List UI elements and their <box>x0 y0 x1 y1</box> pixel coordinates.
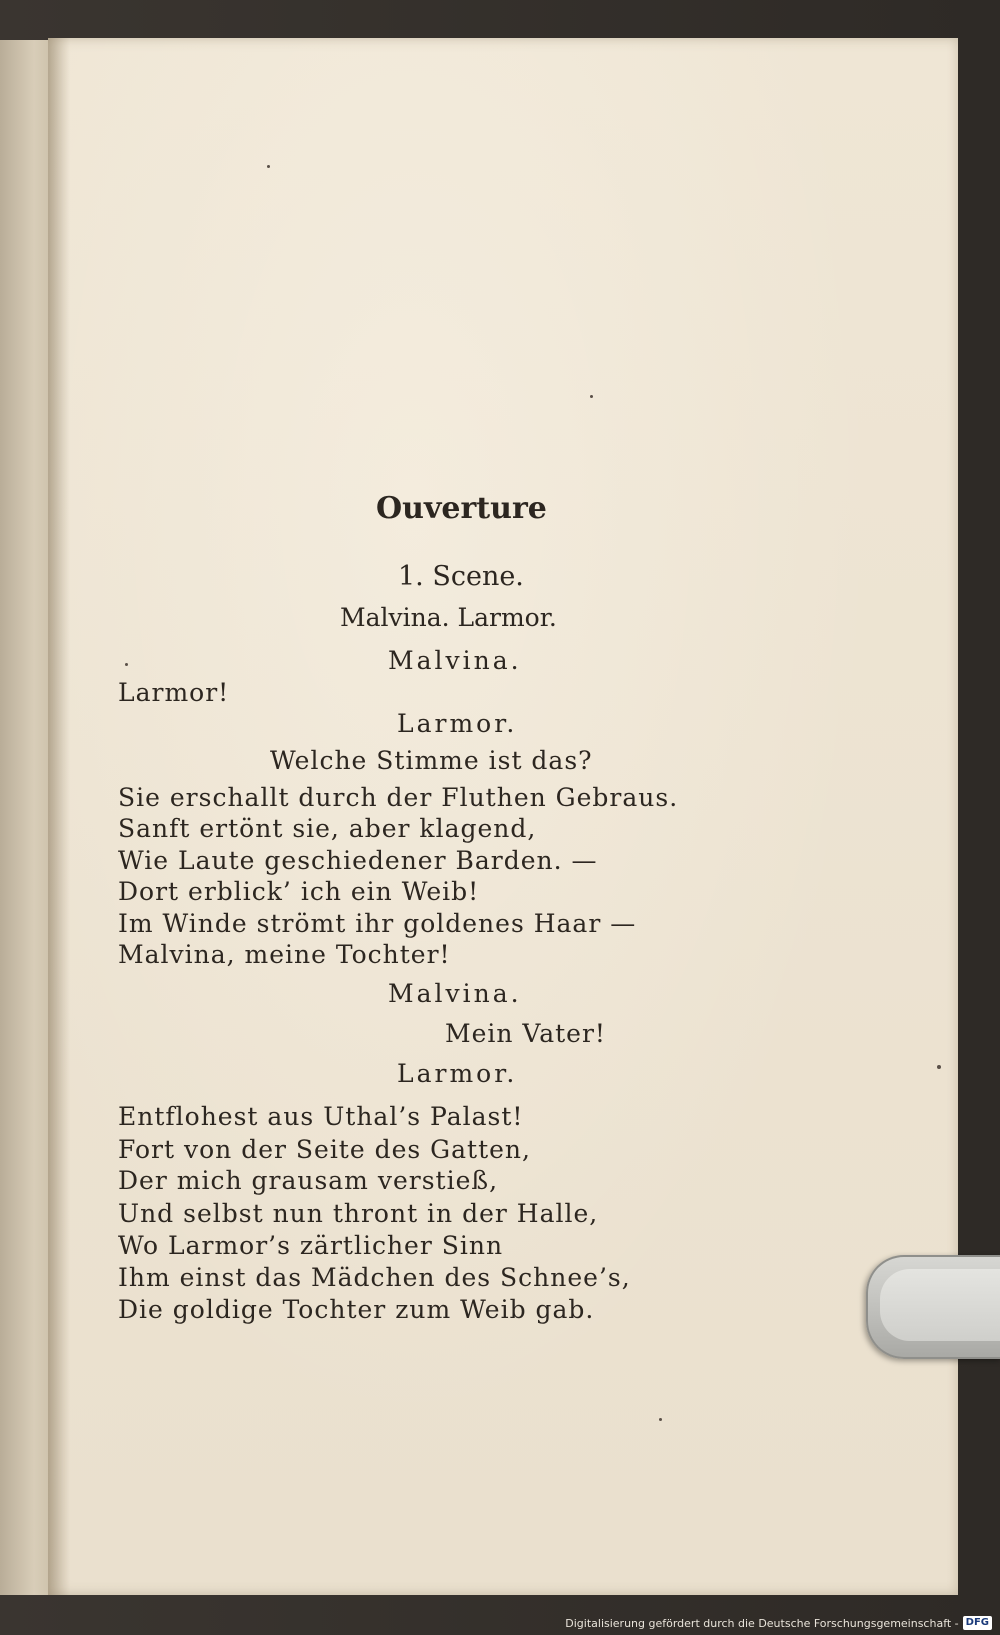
verse-line: Wo Larmor’s zärtlicher Sinn <box>118 1231 504 1260</box>
verse-line: Entflohest aus Uthal’s Palast! <box>118 1102 524 1131</box>
verse-line: Dort erblick’ ich ein Weib! <box>118 877 480 906</box>
page-title: Ouverture <box>376 491 547 526</box>
verse-line: Fort von der Seite des Gatten, <box>118 1135 531 1164</box>
character-list: Malvina. Larmor. <box>340 603 557 632</box>
page-clip-highlight <box>880 1269 1000 1341</box>
credit-text: Digitalisierung gefördert durch die Deutsche Forschungsgemeinschaft - <box>565 1616 959 1630</box>
speaker-malvina: Malvina. <box>388 979 522 1008</box>
verse-line: Sanft ertönt sie, aber klagend, <box>118 814 537 843</box>
verse-line: Malvina, meine Tochter! <box>118 940 451 969</box>
digitization-credit <box>565 1614 992 1632</box>
verse-line: Larmor! <box>118 678 230 707</box>
verse-line: Die goldige Tochter zum Weib gab. <box>118 1295 595 1324</box>
paper-speck <box>659 1418 662 1421</box>
speaker-malvina: Malvina. <box>388 646 522 675</box>
verse-line: Der mich grausam verstieß, <box>118 1166 499 1195</box>
speaker-larmor: Larmor. <box>397 1059 518 1088</box>
page-fold-shadow <box>48 38 70 1595</box>
verse-line: Und selbst nun thront in der Halle, <box>118 1199 599 1228</box>
verse-line: Welche Stimme ist das? <box>270 746 593 775</box>
dfg-logo-icon: DFG <box>963 1616 992 1630</box>
speaker-larmor: Larmor. <box>397 709 518 738</box>
paper-speck <box>125 663 128 666</box>
verse-line: Sie erschallt durch der Fluthen Gebraus. <box>118 783 679 812</box>
verse-line: Im Winde strömt ihr goldenes Haar — <box>118 909 637 938</box>
paper-speck <box>267 165 270 168</box>
scene-heading: 1. Scene. <box>398 561 524 592</box>
paper-speck <box>937 1065 941 1069</box>
verse-line: Ihm einst das Mädchen des Schnee’s, <box>118 1263 631 1292</box>
paper-speck <box>590 395 593 398</box>
verse-line: Wie Laute geschiedener Barden. — <box>118 846 598 875</box>
verse-line: Mein Vater! <box>445 1019 606 1048</box>
